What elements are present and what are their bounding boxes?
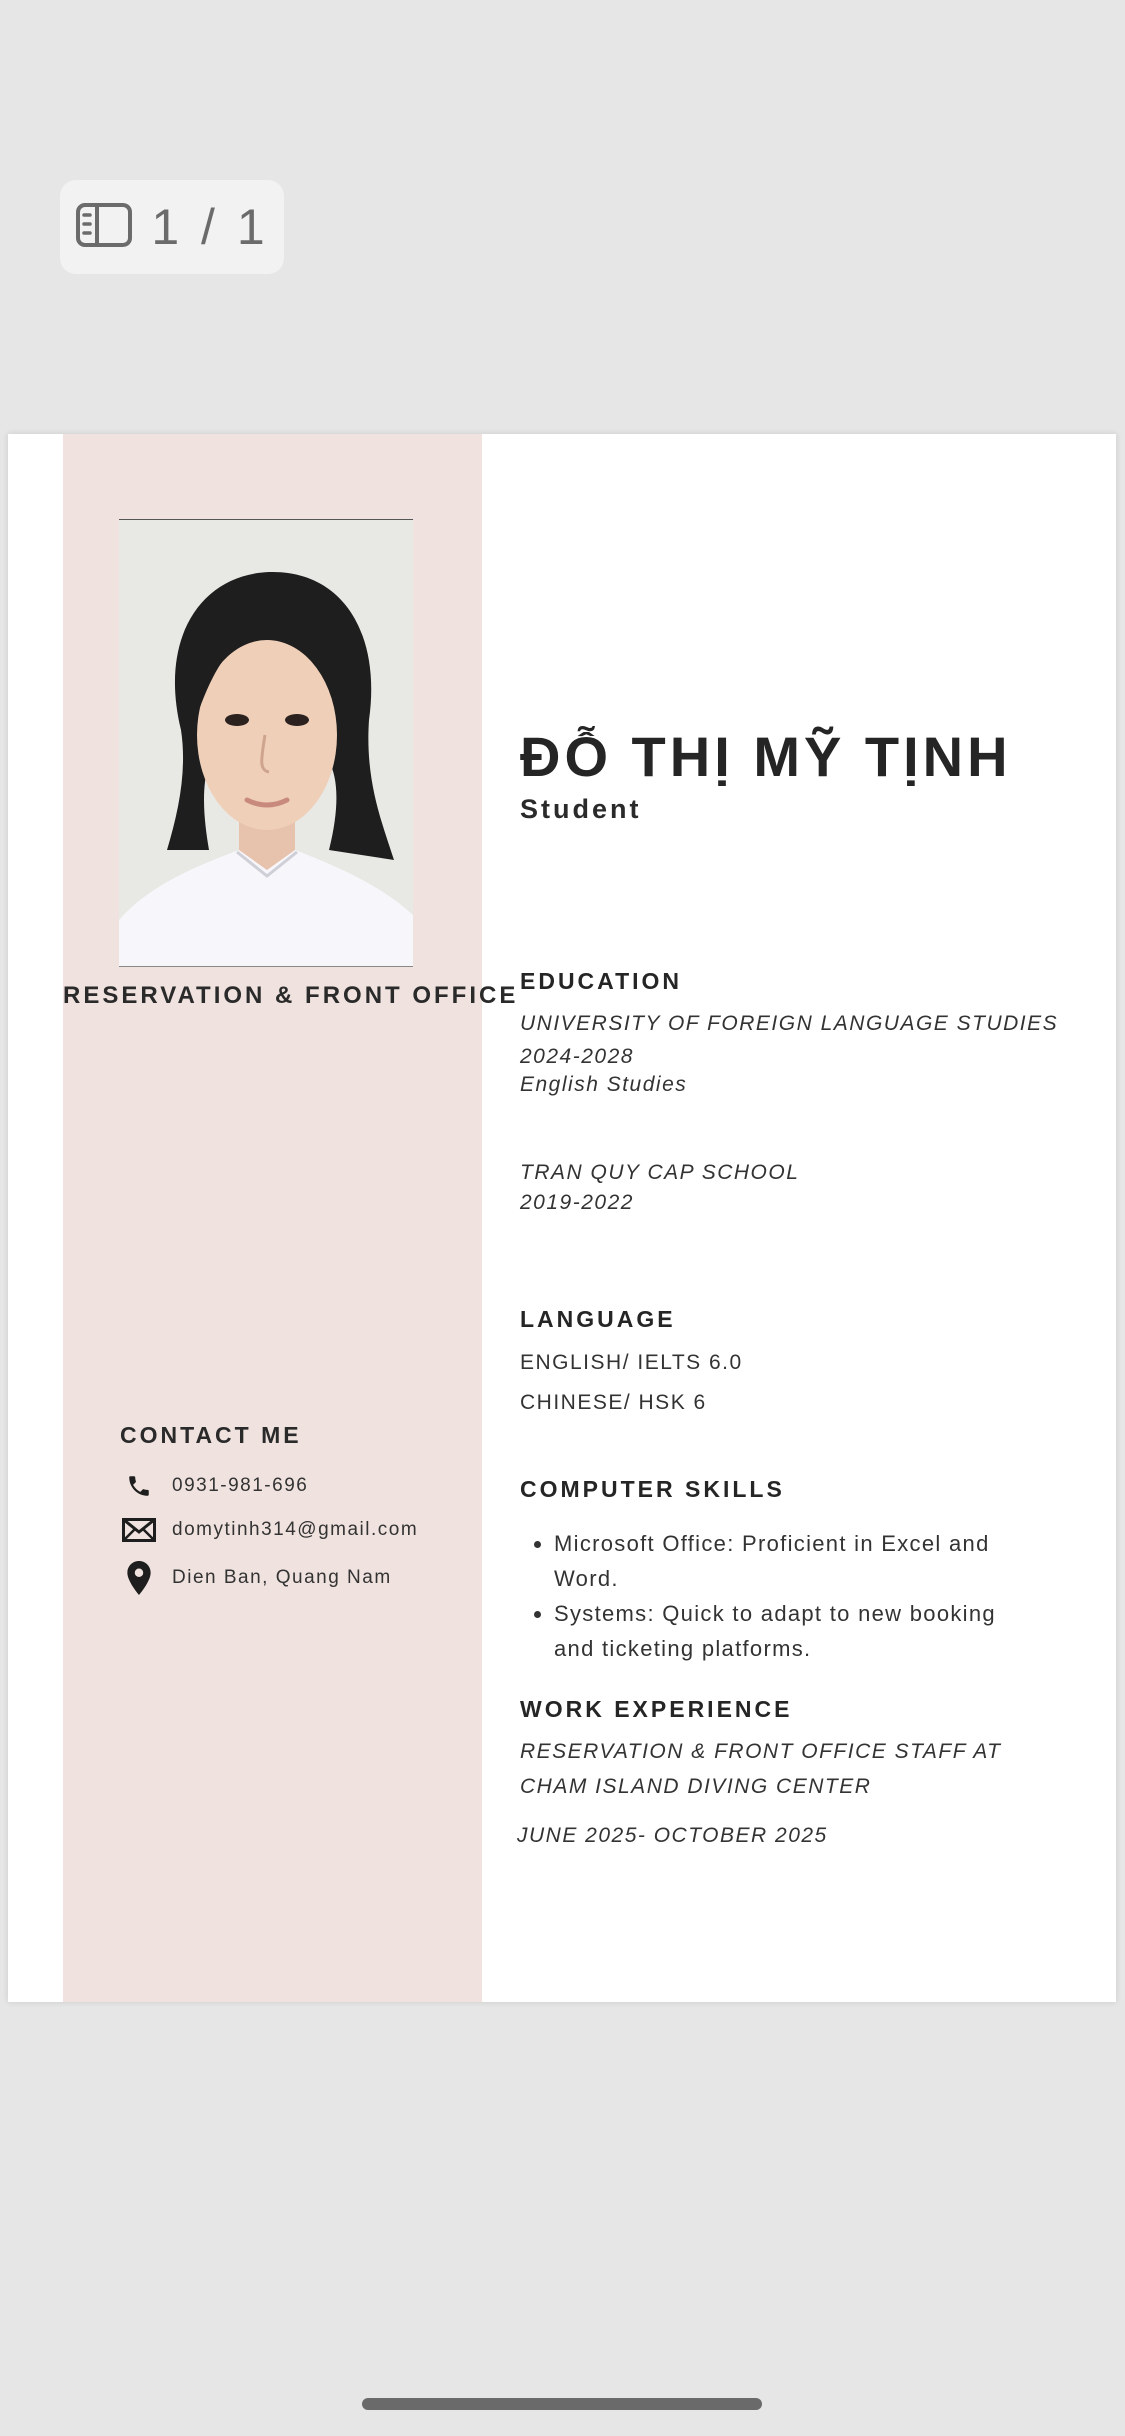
sidebar-icon bbox=[75, 202, 133, 253]
work-period: JUNE 2025- OCTOBER 2025 bbox=[517, 1824, 828, 1847]
contact-email bbox=[122, 1512, 418, 1548]
email-text: domytinh314@gmail.com bbox=[172, 1519, 419, 1540]
education-major-1: English Studies bbox=[520, 1073, 688, 1096]
skill-item: • Systems: Quick to adapt to new booking and ticketing platforms. bbox=[554, 1596, 1024, 1666]
work-role-line1: RESERVATION & FRONT OFFICE STAFF AT bbox=[520, 1740, 1002, 1763]
contact-address bbox=[122, 1560, 392, 1596]
candidate-subtitle: Student bbox=[520, 794, 642, 824]
phone-icon bbox=[122, 1473, 156, 1499]
envelope-icon bbox=[122, 1518, 156, 1542]
education-years-2: 2019-2022 bbox=[520, 1191, 634, 1214]
location-pin-icon bbox=[122, 1560, 156, 1596]
language-heading: LANGUAGE bbox=[520, 1306, 676, 1332]
phone-text: 0931-981-696 bbox=[172, 1475, 309, 1496]
profile-photo bbox=[119, 519, 413, 967]
address-text: Dien Ban, Quang Nam bbox=[172, 1567, 392, 1588]
contact-phone bbox=[122, 1468, 308, 1504]
computer-skills-heading: COMPUTER SKILLS bbox=[520, 1476, 785, 1502]
education-school-2: TRAN QUY CAP SCHOOL bbox=[520, 1161, 800, 1184]
education-school-1: UNIVERSITY OF FOREIGN LANGUAGE STUDIES bbox=[520, 1012, 1059, 1035]
language-item: CHINESE/ HSK 6 bbox=[520, 1391, 707, 1414]
page-count: 1 / 1 bbox=[151, 199, 269, 255]
home-indicator[interactable] bbox=[362, 2398, 762, 2410]
language-item: ENGLISH/ IELTS 6.0 bbox=[520, 1351, 743, 1374]
education-years-1: 2024-2028 bbox=[520, 1045, 634, 1068]
computer-skills-list bbox=[520, 1526, 1024, 1666]
job-title: RESERVATION & FRONT OFFICE bbox=[63, 982, 519, 1009]
work-experience-heading: WORK EXPERIENCE bbox=[520, 1696, 793, 1722]
candidate-name: ĐỖ THỊ MỸ TỊNH bbox=[520, 725, 1012, 788]
contact-heading: CONTACT ME bbox=[120, 1422, 302, 1448]
skill-item: • Microsoft Office: Proficient in Excel and Word. bbox=[554, 1526, 1024, 1596]
education-heading: EDUCATION bbox=[520, 968, 683, 994]
work-role-line2: CHAM ISLAND DIVING CENTER bbox=[520, 1775, 872, 1798]
resume-page bbox=[8, 434, 1116, 2002]
page-indicator[interactable] bbox=[60, 180, 284, 274]
